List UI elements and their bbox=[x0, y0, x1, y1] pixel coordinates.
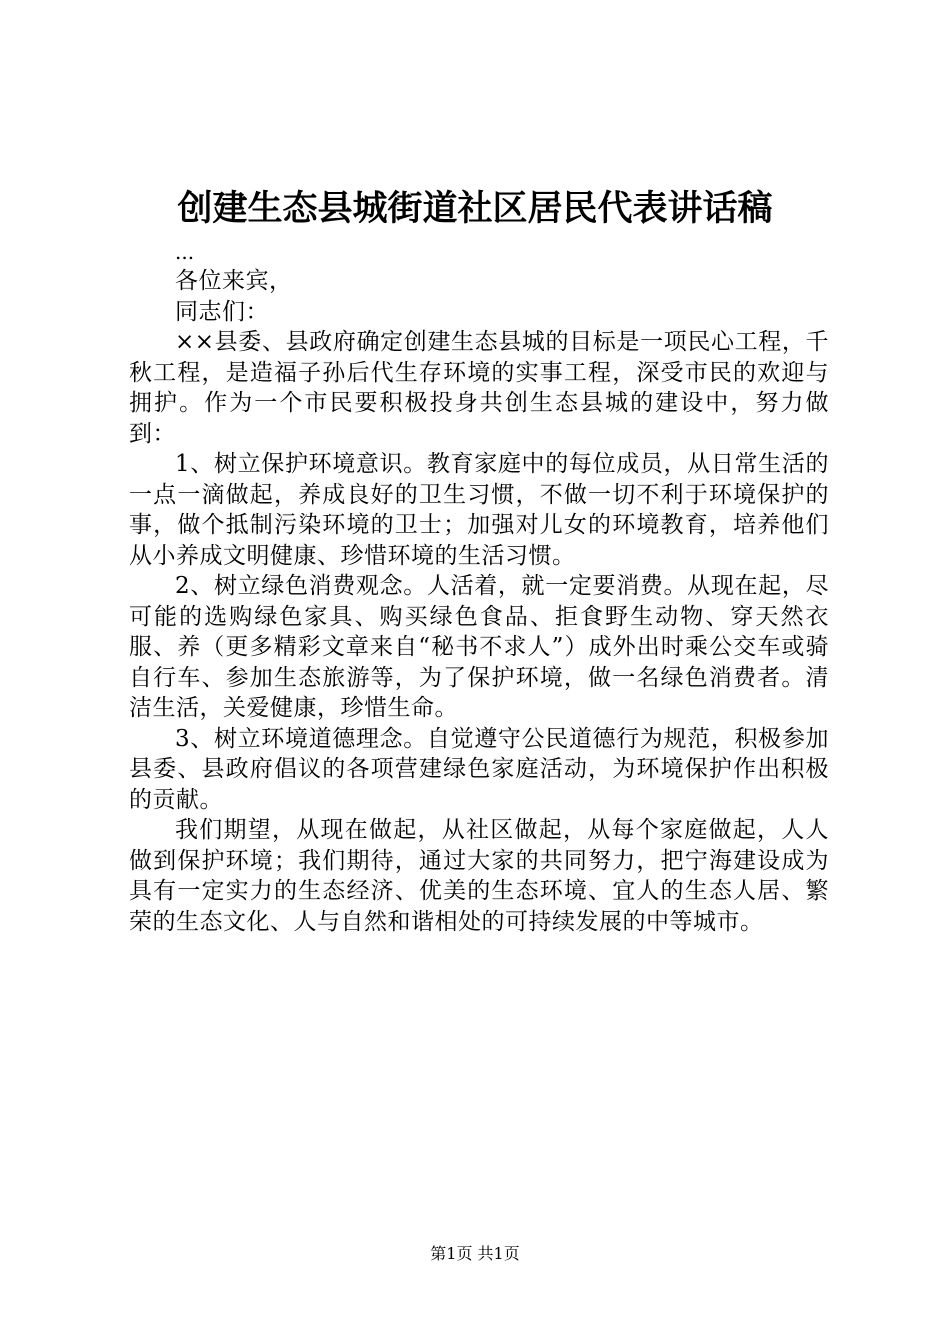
point-2-paragraph: 2、树立绿色消费观念。人活着，就一定要消费。从现在起，尽可能的选购绿色家具、购买绿色食品、拒食野生动物、穿天然衣服、养（更多精彩文章来自“秘书不求人”）成外出时乘公交车或骑自行车、参加生态旅游等，为了保护环境，做一名绿色消费者。清洁生活，关爱健康，珍惜生命。 bbox=[129, 573, 829, 721]
page-footer: 第1页 共1页 bbox=[430, 1244, 520, 1263]
point-3-paragraph: 3、树立环境道德理念。自觉遵守公民道德行为规范，积极参加县委、县政府倡议的各项营建绿色家庭活动，为环境保护作出积极的贡献。 bbox=[129, 725, 829, 813]
closing-paragraph: 我们期望，从现在做起，从社区做起，从每个家庭做起，人人做到保护环境；我们期待，通过大家的共同努力，把宁海建设成为具有一定实力的生态经济、优美的生态环境、宜人的生态人居、繁荣的生态文化、人与自然和谐相处的可持续发展的中等城市。 bbox=[129, 817, 829, 935]
salutation-comrades: 同志们： bbox=[175, 298, 269, 325]
intro-paragraph: ××县委、县政府确定创建生态县城的目标是一项民心工程，千秋工程，是造福子孙后代生存环境的实事工程，深受市民的欢迎与拥护。作为一个市民要积极投身共创生态县城的建设中，努力做到： bbox=[129, 329, 829, 447]
point-1-paragraph: 1、树立保护环境意识。教育家庭中的每位成员，从日常生活的一点一滴做起，养成良好的卫生习惯，不做一切不利于环境保护的事，做个抵制污染环境的卫士；加强对儿女的环境教育，培养他们从小养成文明健康、珍惜环境的生活习惯。 bbox=[129, 451, 829, 569]
document-body bbox=[129, 242, 829, 937]
ellipsis-mark: ... bbox=[175, 240, 195, 264]
document-title: 创建生态县城街道社区居民代表讲话稿 bbox=[177, 188, 773, 229]
salutation-guests: 各位来宾， bbox=[175, 268, 293, 294]
